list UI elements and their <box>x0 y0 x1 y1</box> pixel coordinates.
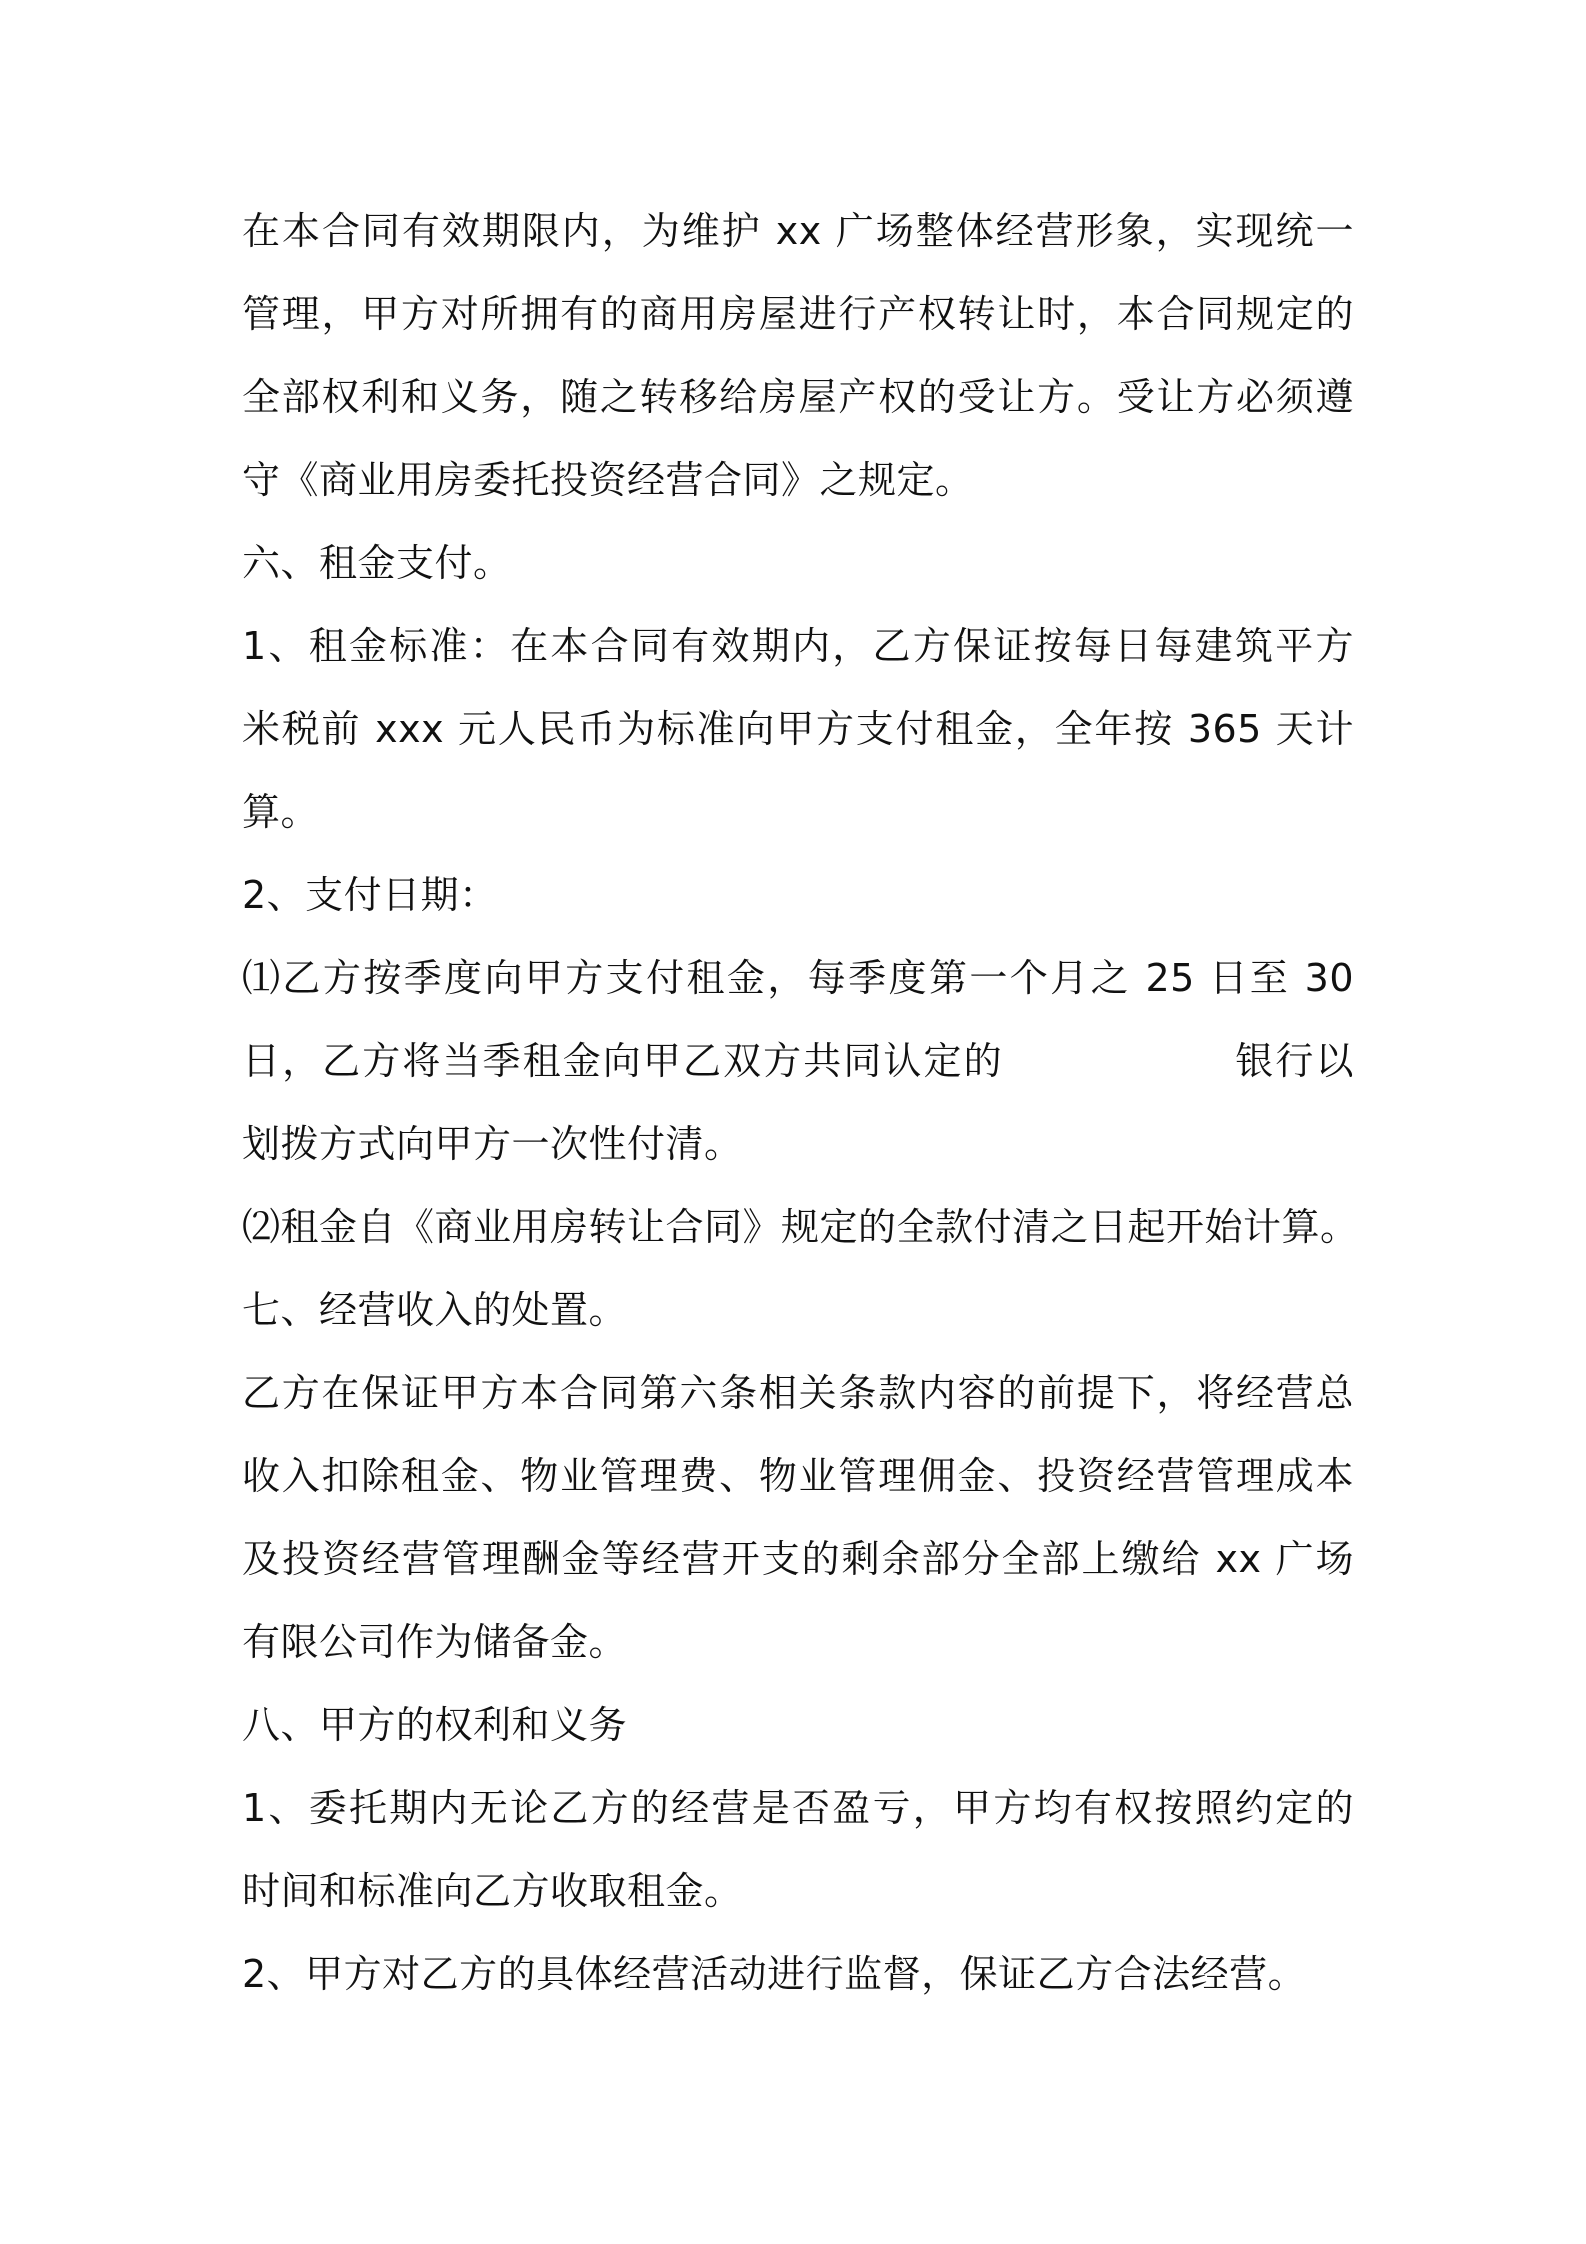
document-page <box>242 190 1359 2016</box>
paragraph-line: 划拨方式向甲方一次性付清。 <box>242 1122 743 1166</box>
paragraph-line: 算。 <box>242 790 320 834</box>
paragraph-line: ⑴乙方按季度向甲方支付租金，每季度第一个月之 25 日至 30 <box>242 956 1354 1000</box>
section-heading: 七、经营收入的处置。 <box>242 1288 628 1332</box>
paragraph-line: 2、甲方对乙方的具体经营活动进行监督，保证乙方合法经营。 <box>242 1952 1307 1996</box>
line-text-before-blank: 日，乙方将当季租金向甲乙双方共同认定的 <box>242 1039 1004 1083</box>
paragraph-line-with-blank <box>242 1020 1354 1103</box>
paragraph-line: 1、委托期内无论乙方的经营是否盈亏，甲方均有权按照约定的 <box>242 1786 1354 1830</box>
line-text-after-blank: 银行以 <box>1233 1039 1354 1083</box>
paragraph-line: ⑵租金自《商业用房转让合同》规定的全款付清之日起开始计算。 <box>242 1205 1359 1249</box>
paragraph-line: 在本合同有效期限内，为维护 xx 广场整体经营形象，实现统一 <box>242 209 1354 253</box>
paragraph-line: 时间和标准向乙方收取租金。 <box>242 1869 743 1913</box>
paragraph-line: 有限公司作为储备金。 <box>242 1620 628 1664</box>
section-heading: 六、租金支付。 <box>242 541 512 585</box>
paragraph-line: 管理，甲方对所拥有的商用房屋进行产权转让时，本合同规定的 <box>242 292 1354 336</box>
paragraph-line: 收入扣除租金、物业管理费、物业管理佣金、投资经营管理成本 <box>242 1454 1354 1498</box>
section-heading: 八、甲方的权利和义务 <box>242 1703 628 1747</box>
paragraph-line: 及投资经营管理酬金等经营开支的剩余部分全部上缴给 xx 广场 <box>242 1537 1354 1581</box>
paragraph-line: 全部权利和义务，随之转移给房屋产权的受让方。受让方必须遵 <box>242 375 1354 419</box>
paragraph-line: 1、租金标准：在本合同有效期内，乙方保证按每日每建筑平方 <box>242 624 1354 668</box>
subsection-heading: 2、支付日期： <box>242 873 498 917</box>
paragraph-line: 守《商业用房委托投资经营合同》之规定。 <box>242 458 974 502</box>
paragraph-line: 乙方在保证甲方本合同第六条相关条款内容的前提下，将经营总 <box>242 1371 1354 1415</box>
paragraph-line: 米税前 xxx 元人民币为标准向甲方支付租金，全年按 365 天计 <box>242 707 1354 751</box>
